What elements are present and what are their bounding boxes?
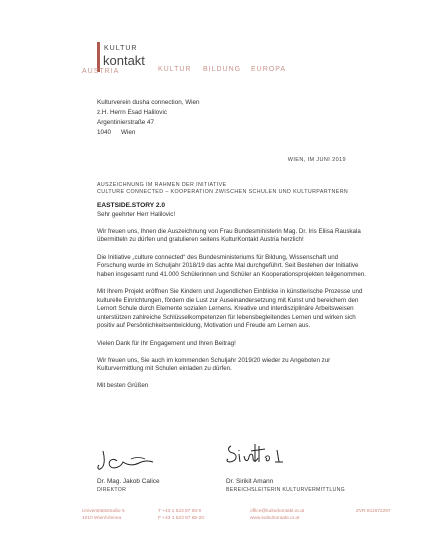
recipient-address: [97, 98, 200, 138]
letter-date: WIEN, IM JUNI 2019: [287, 157, 346, 163]
address-city: Wien: [121, 129, 136, 136]
subject-line-1: AUSZEICHNUNG IM RAHMEN DER INITIATIVE: [97, 182, 227, 188]
paragraph-4: Vielen Dank für Ihr Engagement und Ihren Beitrag!: [97, 339, 236, 347]
address-line-3: Argentinierstraße 47: [97, 119, 155, 126]
footer-contact: [250, 508, 304, 522]
nav-europa: EUROPA: [251, 66, 287, 73]
address-line-1: Kulturverein dusha connection, Wien: [97, 99, 200, 106]
address-line-2: z.H. Herrn Esad Halilovic: [97, 109, 167, 116]
footer-email[interactable]: office@kulturkontakt.or.at: [250, 509, 305, 514]
letter-greeting: Sehr geehrter Herr Halilovic!: [97, 210, 176, 218]
kulturkontakt-logo: [82, 42, 162, 76]
paragraph-5: Wir freuen uns, Sie auch im kommenden Schuljahr 2019/20 wieder zu Angeboten zur Kulturvermittlung mit Schulen einladen zu dürfen.: [97, 356, 331, 373]
nav-bildung: BILDUNG: [203, 66, 242, 73]
footer-fax: F +43 1 523 87 65-20: [158, 516, 205, 521]
footer-postcode: 1010 Wien/Vienna: [82, 516, 122, 521]
paragraph-2: Die Initiative „culture connected“ des Bundesministeriums für Bildung, Wissenschaft und Forschung wurde im Schuljahr 2018/19 das achte Mal durchgeführt. Seit Bestehen der Initiative haben insgesamt rund 41.000 Schülerinnen und Schüler an Kooperationsprojekten teilgenommen.: [97, 253, 366, 278]
footer-zvr: ZVR 811672297: [356, 509, 391, 514]
nav-kultur: KULTUR: [158, 66, 192, 73]
logo-kultur-text: KULTUR: [104, 45, 138, 52]
signature-calice: [97, 447, 159, 473]
footer-registration: [356, 508, 391, 515]
address-zip: 1040: [97, 129, 112, 136]
footer-address: [82, 508, 125, 522]
signer-name: Dr. Sirikit Amann: [226, 478, 274, 485]
paragraph-3: Mit Ihrem Projekt eröffnen Sie Kindern und Jugendlichen Einblicke in künstlerische Prozesse und kulturelle Einrichtungen, fördern die Lust zur Auseinandersetzung mit Kunst und bereichern den Lernort Schule durch Elemente sozialen Lernens. Kreative und interdisziplinäre Arbeitsweisen unterstützen zahlreiche Schlüsselkompetenzen für lebensbegleitendes Lernen und wirken sich positiv auf Persönlichkeitsentwicklung, Motivation und Freude am Lernen aus.: [97, 287, 363, 330]
footer-telephone: T +43 1 523 87 65-0: [158, 509, 202, 514]
paragraph-1: Wir freuen uns, Ihnen die Auszeichnung von Frau Bundesministerin Mag. Dr. Iris Eliisa Rauskala übermitteln zu dürfen und gratulieren seitens KulturKontakt Austria herzlich!: [97, 227, 361, 244]
signer-calice: [97, 477, 160, 495]
letter-subject: [97, 182, 348, 196]
letter-closing: Mit besten Grüßen: [97, 382, 149, 390]
address-city-line: [97, 128, 200, 138]
logo-kontakt-text: kontakt: [103, 53, 145, 68]
footer-website[interactable]: www.kulturkontakt.or.at: [250, 516, 300, 521]
signer-role: DIREKTOR: [97, 487, 127, 493]
signature-amann: [225, 440, 287, 470]
letter-body: [97, 202, 367, 391]
footer-street: Universitätsstraße 5: [82, 509, 125, 514]
signer-amann: [226, 477, 345, 495]
letter-title: EASTSIDE.STORY 2.0: [97, 202, 166, 209]
logo-austria-text: AUSTRIA: [82, 68, 120, 75]
signer-name: Dr. Mag. Jakob Calice: [97, 478, 160, 485]
subject-line-2: CULTURE CONNECTED – KOOPERATION ZWISCHEN SCHULEN UND KULTURPARTNERN: [97, 189, 349, 195]
footer-phone: [158, 508, 204, 522]
signer-role: BEREICHSLEITERIN KULTURVERMITTLUNG: [226, 487, 345, 493]
